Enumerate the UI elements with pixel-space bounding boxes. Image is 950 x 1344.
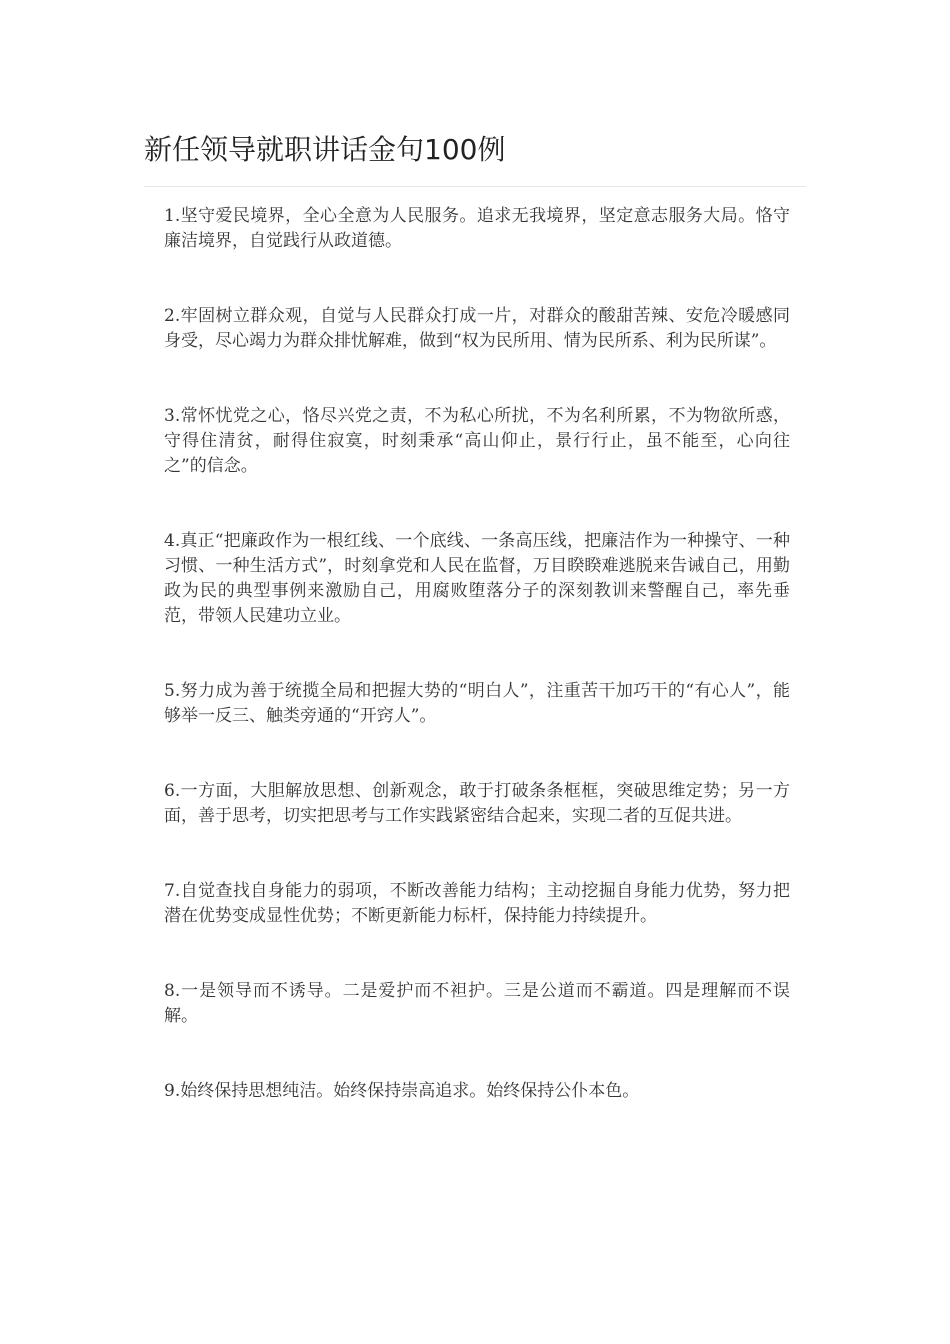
paragraph-8: 8.一是领导而不诱导。二是爱护而不袒护。三是公道而不霸道。四是理解而不误解。 <box>164 981 790 1026</box>
page-title: 新任领导就职讲话金句100例 <box>144 133 506 166</box>
paragraph-gap <box>164 354 790 404</box>
title-divider <box>144 186 806 187</box>
paragraph-gap <box>164 829 790 879</box>
paragraph-3: 3.常怀忧党之心，恪尽兴党之责，不为私心所扰，不为名利所累，不为物欲所惑，守得住清贫，耐得住寂寞，时刻秉承“高山仰止，景行行止，虽不能至，心向往之”的信念。 <box>164 406 790 476</box>
paragraph-gap <box>164 254 790 304</box>
paragraph-5: 5.努力成为善于统揽全局和把握大势的“明白人”，注重苦干加巧干的“有心人”，能够举一反三、触类旁通的“开窍人”。 <box>164 681 790 726</box>
paragraph-gap <box>164 479 790 529</box>
paragraph-gap <box>164 929 790 979</box>
paragraph-9: 9.始终保持思想纯洁。始终保持崇高追求。始终保持公仆本色。 <box>164 1081 640 1101</box>
paragraph-gap <box>164 629 790 679</box>
article-body <box>164 204 790 1104</box>
paragraph-4: 4.真正“把廉政作为一根红线、一个底线、一条高压线，把廉洁作为一种操守、一种习惯、一种生活方式”，时刻拿党和人民在监督，万目睽睽难逃脱来告诫自己，用勤政为民的典型事例来激励自己，用腐败堕落分子的深刻教训来警醒自己，率先垂范，带领人民建功立业。 <box>164 531 790 626</box>
paragraph-gap <box>164 1029 790 1079</box>
paragraph-1: 1.坚守爱民境界，全心全意为人民服务。追求无我境界，坚定意志服务大局。恪守廉洁境界，自觉践行从政道德。 <box>164 206 790 251</box>
paragraph-7: 7.自觉查找自身能力的弱项，不断改善能力结构；主动挖掘自身能力优势，努力把潜在优势变成显性优势；不断更新能力标杆，保持能力持续提升。 <box>164 881 790 926</box>
paragraph-2: 2.牢固树立群众观，自觉与人民群众打成一片，对群众的酸甜苦辣、安危冷暖感同身受，尽心竭力为群众排忧解难，做到“权为民所用、情为民所系、利为民所谋”。 <box>164 306 790 351</box>
paragraph-6: 6.一方面，大胆解放思想、创新观念，敢于打破条条框框，突破思维定势；另一方面，善于思考，切实把思考与工作实践紧密结合起来，实现二者的互促共进。 <box>164 781 790 826</box>
paragraph-gap <box>164 729 790 779</box>
